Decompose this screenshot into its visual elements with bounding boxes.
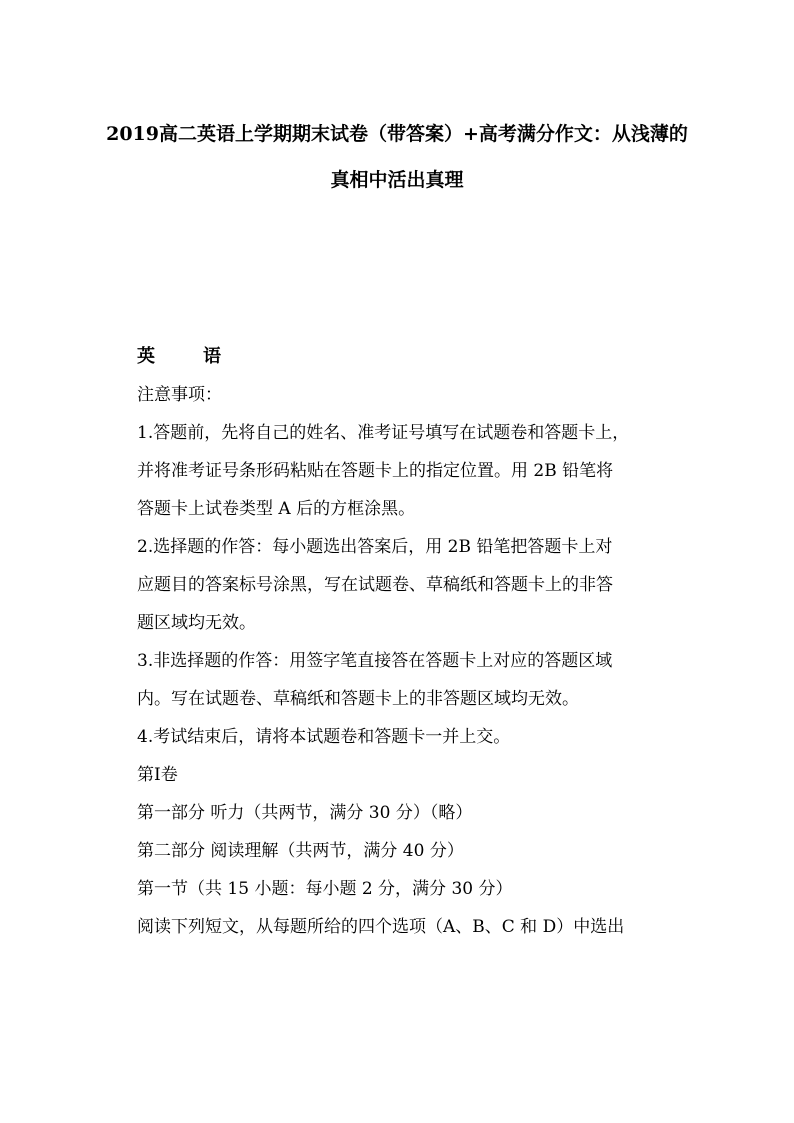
part-one-heading: 第一部分 听力（共两节，满分 30 分）（略） <box>137 803 473 823</box>
document-title-line-1: 2019高二英语上学期期末试卷（带答案）+高考满分作文：从浅薄的 <box>106 123 688 145</box>
document-title-line-2: 真相中活出真理 <box>330 169 464 191</box>
subject-char-2: 语 <box>203 346 221 367</box>
document-body <box>137 340 677 948</box>
subject-char-1: 英 <box>137 346 155 367</box>
notice-item-1-line-3: 答题卡上试卷类型 A 后的方框涂黑。 <box>137 499 416 519</box>
notice-item-1-line-2: 并将准考证号条形码粘贴在答题卡上的指定位置。用 2B 铅笔将 <box>137 461 614 481</box>
notice-item-4: 4.考试结束后，请将本试题卷和答题卡一并上交。 <box>137 727 511 747</box>
notice-heading: 注意事项： <box>137 385 222 405</box>
notice-item-2-line-2: 应题目的答案标号涂黑，写在试题卷、草稿纸和答题卡上的非答 <box>137 575 613 595</box>
notice-item-3-line-1: 3.非选择题的作答：用签字笔直接答在答题卡上对应的答题区域 <box>137 651 613 671</box>
notice-item-2-line-3: 题区域均无效。 <box>137 613 256 633</box>
reading-instruction: 阅读下列短文，从每题所给的四个选项（A、B、C 和 D）中选出 <box>137 917 625 937</box>
section-one-heading: 第一节（共 15 小题：每小题 2 分，满分 30 分） <box>137 879 513 899</box>
subject-heading <box>137 340 677 374</box>
notice-item-3-line-2: 内。写在试题卷、草稿纸和答题卡上的非答题区域均无效。 <box>137 689 579 709</box>
part-two-heading: 第二部分 阅读理解（共两节，满分 40 分） <box>137 841 464 861</box>
notice-item-1-line-1: 1.答题前，先将自己的姓名、准考证号填写在试题卷和答题卡上， <box>137 423 630 443</box>
volume-heading: 第Ⅰ卷 <box>137 765 178 785</box>
notice-item-2-line-1: 2.选择题的作答：每小题选出答案后，用 2B 铅笔把答题卡上对 <box>137 537 613 557</box>
